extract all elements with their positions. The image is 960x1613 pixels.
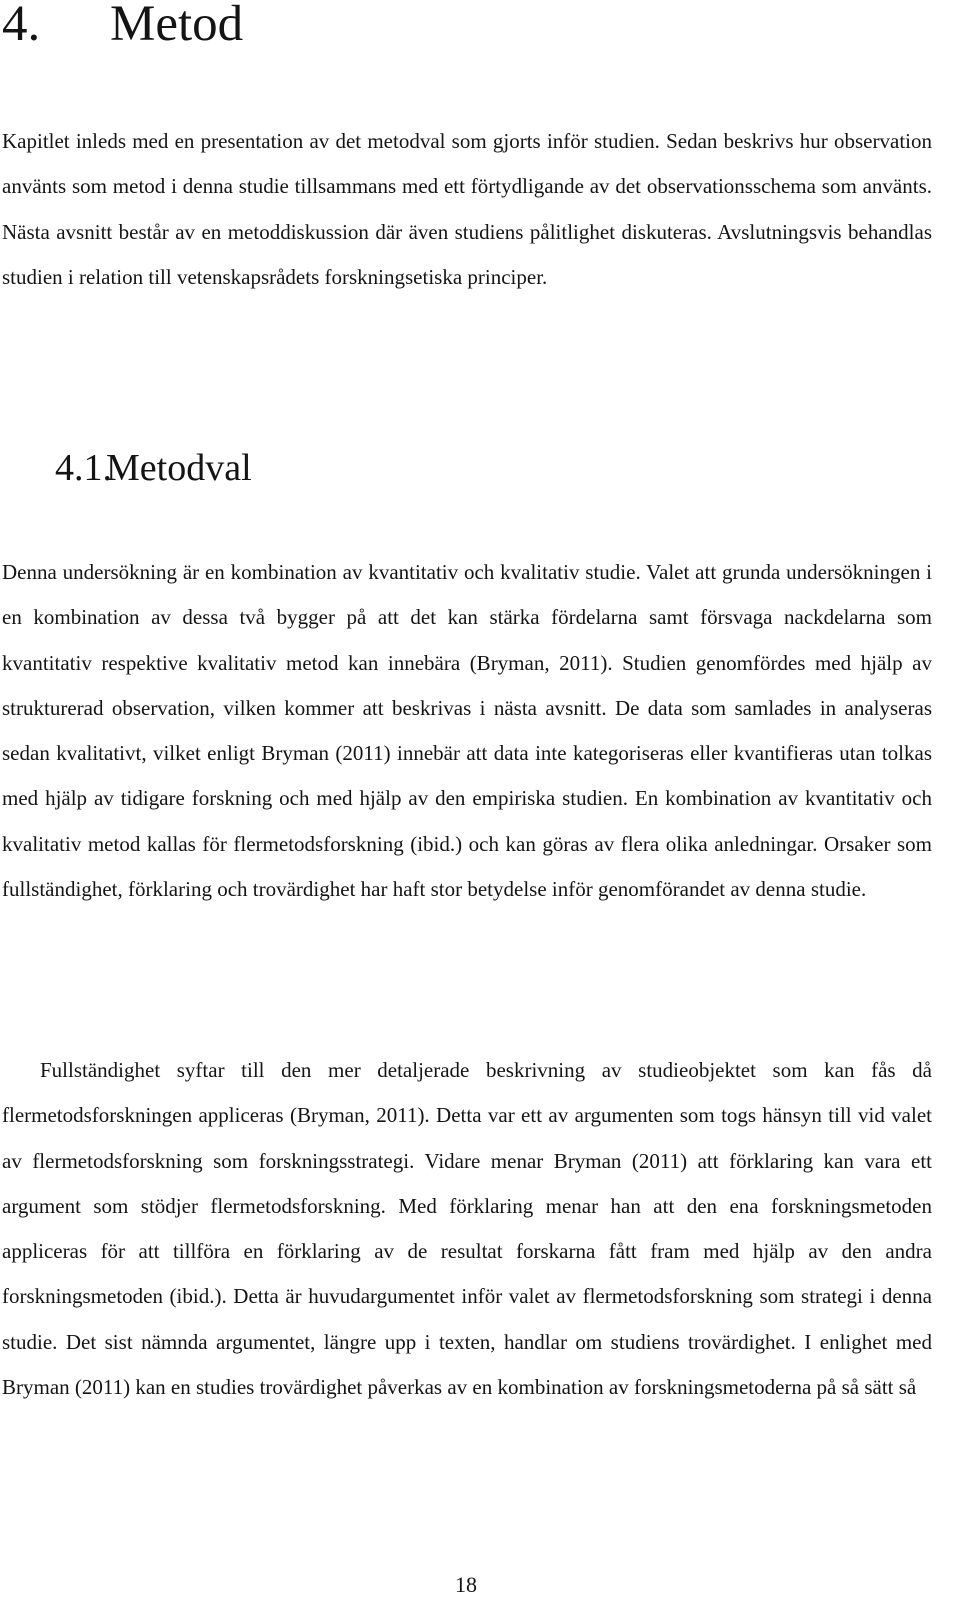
- body-paragraph: Fullständighet syftar till den mer detaljerade beskrivning av studieobjektet som kan fås då flermetodsforskningen appliceras (Bryman, 2011). Detta var ett av argumenten som togs hänsyn till vid valet av flermetodsforskning som forskningsstrategi. Vidare menar Bryman (2011) att förklaring kan vara ett argument som stödjer flermetodsforskning. Med förklaring menar han att den ena forskningsmetoden appliceras för att tillföra en förklaring av de resultat forskarna fått fram med hjälp av den andra forskningsmetoden (ibid.). Detta är huvudargumentet inför valet av flermetodsforskning som strategi i denna studie. Det sist nämnda argumentet, längre upp i texten, handlar om studiens trovärdighet. I enlighet med Bryman (2011) kan en studies trovärdighet påverkas av en kombination av forskningsmetoderna på så sätt så: [2, 1058, 932, 1400]
- body-paragraph: Denna undersökning är en kombination av kvantitativ och kvalitativ studie. Valet att grunda undersökningen i en kombination av dessa två bygger på att det kan stärka fördelarna samt försvaga nackdelarna som kvantitativ respektive kvalitativ metod kan innebära (Bryman, 2011). Studien genomfördes med hjälp av strukturerad observation, vilken kommer att beskrivas i nästa avsnitt. De data som samlades in analyseras sedan kvalitativt, vilket enligt Bryman (2011) innebär att data inte kategoriseras eller kvantifieras utan tolkas med hjälp av tidigare forskning och med hjälp av den empiriska studien. En kombination av kvantitativ och kvalitativ metod kallas för flermetodsforskning (ibid.) och kan göras av flera olika anledningar. Orsaker som fullständighet, förklaring och trovärdighet har haft stor betydelse inför genomförandet av denna studie.: [2, 560, 932, 902]
- chapter-number: 4.: [2, 0, 41, 52]
- section-heading: [55, 443, 252, 493]
- chapter-heading: [2, 0, 243, 54]
- intro-paragraph: Kapitlet inleds med en presentation av det metodval som gjorts inför studien. Sedan beskrivs hur observation använts som metod i denna studie tillsammans med ett förtydligande av det observationsschema som använts. Nästa avsnitt består av en metoddiskussion där även studiens pålitlighet diskuteras. Avslutningsvis behandlas studien i relation till vetenskapsrådets forskningsetiska principer.: [2, 129, 932, 289]
- section-title: Metodval: [106, 447, 252, 489]
- chapter-title: Metod: [110, 0, 244, 52]
- section-number: 4.1.: [55, 447, 112, 489]
- page-number: 18: [455, 1572, 477, 1597]
